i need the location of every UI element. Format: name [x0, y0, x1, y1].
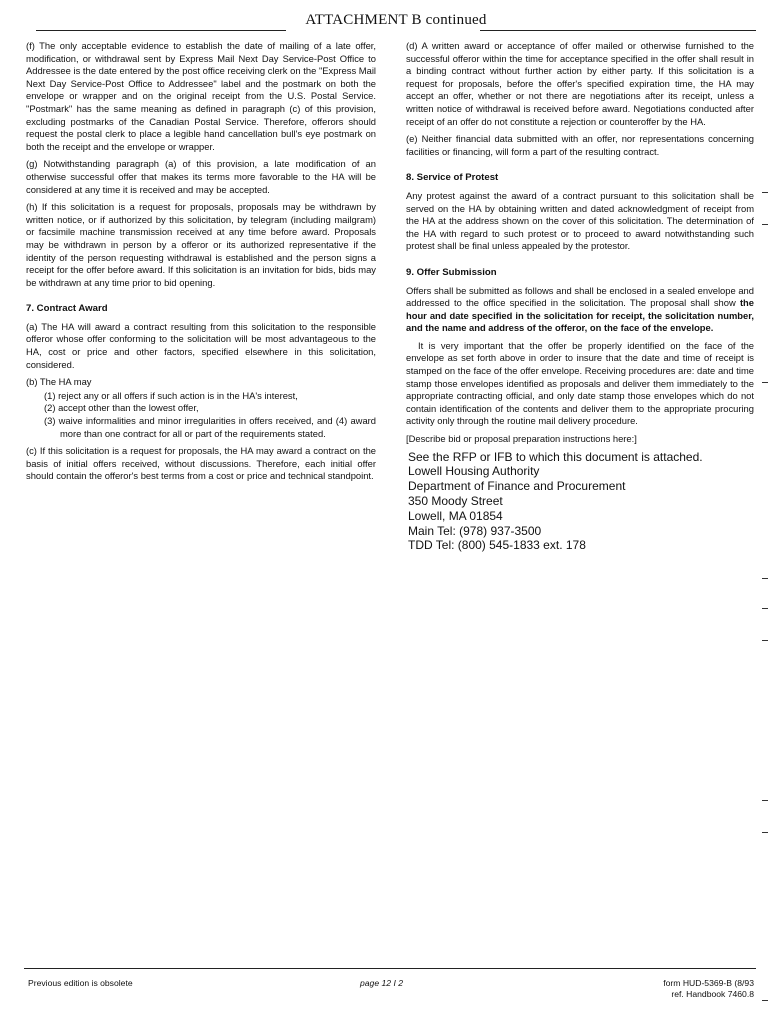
paragraph-9-1-bold: the hour and date specified in the solicitation for receipt, the solicitation number, and the name and address of the offeror, on the face of the envelope.: [406, 297, 754, 334]
section-9-heading: 9. Offer Submission: [406, 266, 497, 278]
paragraph-h: (h) If this solicitation is a request for proposals, proposals may be withdrawn by written notice, or if authorized by this solicitation, by telegram (including mailgram) or facsimile machine transmission received at any time before award. Proposals may be withdrawn in person by a offeror or its authorized representative if the identity of the person requesting withdrawal is established and the person signs a receipt for the offer before award. If this solicitation is an invitation for bids, bids may be withdrawn at any time prior to bid opening.: [26, 201, 376, 288]
header-rule-left: [36, 30, 286, 31]
footer-page-number: page 12 I 2: [360, 978, 404, 988]
footer-form-number: form HUD-5369-B (8/93: [663, 978, 754, 988]
address-line: Lowell, MA 01854: [408, 508, 503, 523]
header-title: ATTACHMENT B continued: [305, 12, 487, 28]
address-line: TDD Tel: (800) 545-1833 ext. 178: [408, 538, 586, 553]
margin-mark: [762, 832, 768, 833]
award-options-list: [26, 390, 376, 440]
paragraph-d: (d) A written award or acceptance of offer mailed or otherwise furnished to the successful offeror within the time for acceptance specified in the offer shall result in a binding contract without further action by either party. If this solicitation is a request for proposals, before the offer's specified expiration time, the HA may accept an offer, whether or not there are negotiations after its receipt, unless a written notice of withdrawal is received before award. Negotiations conducted after receipt of an offer do not constitute a rejection or counteroffer by the HA.: [406, 40, 754, 127]
paragraph-g: (g) Notwithstanding paragraph (a) of this provision, a late modification of an otherwise successful offer that makes its terms more favorable to the HA will be considered at any time it is received and may be accepted.: [26, 158, 376, 195]
paragraph-9-1-text: Offers shall be submitted as follows and shall be enclosed in a sealed envelope and addressed to the office specified in the solicitation. The proposal shall show: [406, 284, 754, 309]
paragraph-7c: (c) If this solicitation is a request for proposals, the HA may award a contract on the basis of initial offers received, without discussions. Therefore, each initial offer should contain the offeror's best terms from a cost or price and technical standpoint.: [26, 445, 376, 482]
left-column: [26, 40, 376, 488]
paragraph-9-1: [406, 285, 754, 335]
list-item: (3) waive informalities and minor irregularities in offers received, and (4) award more than one contract for all or part of the requirements stated.: [44, 415, 376, 439]
page-header: [36, 12, 756, 32]
margin-mark: [762, 800, 768, 801]
address-line: Department of Finance and Procurement: [408, 479, 626, 494]
paragraph-e: (e) Neither financial data submitted with an offer, nor representations concerning facilities or financing, will form a part of the resulting contract.: [406, 133, 754, 157]
paragraph-8: Any protest against the award of a contract pursuant to this solicitation shall be served on the HA by obtaining written and dated acknowledgment of receipt from the HA at the address shown on the cover of this solicitation. The determination of the HA with regard to such protest or to proceed to award notwithstanding such protest shall be final unless appealed by the protestor.: [406, 189, 754, 252]
margin-mark: [762, 608, 768, 609]
margin-mark: [762, 1000, 768, 1001]
paragraph-9-2: It is very important that the offer be properly identified on the face of the envelope as set forth above in order to insure that the date and time of receipt is stamped on the face of the offer envelope. Receiving procedures are: date and time stamp those envelopes identified as proposals and deliver them immediately to the appropriate contracting official, and only date stamp those envelopes which do not contain identification of the contents and deliver them to the appropriate procuring activity only through the routine mail delivery procedure.: [406, 339, 754, 427]
address-line: Main Tel: (978) 937-3500: [408, 523, 542, 538]
paragraph-7b: (b) The HA may: [26, 376, 92, 388]
paragraph-f: (f) The only acceptable evidence to establish the date of mailing of a late offer, modification, or withdrawal sent by Express Mail Next Day Service-Post Office to Addressee is the date entered by the post office receiving clerk on the "Express Mail Next Day Service-Post Office to Addressee" label and the postmark on both the envelope or wrapper and on the original receipt from the U.S. Postal Service. "Postmark" has the same meaning as defined in paragraph (c) of this provision, excluding postmarks of the Canadian Postal Service. Therefore, offerors should request the postal clerk to place a legible hand cancellation bull's eye postmark on both the receipt and the envelope or wrapper.: [26, 40, 376, 152]
paragraph-7a: (a) The HA will award a contract resulting from this solicitation to the responsible offeror whose offer conforming to the solicitation will be most advantageous to the HA, cost or price and other factors, specified elsewhere in this solicitation, considered.: [26, 320, 376, 370]
margin-mark: [762, 224, 768, 225]
right-column: [406, 40, 754, 553]
margin-mark: [762, 578, 768, 579]
list-item: (2) accept other than the lowest offer,: [44, 402, 199, 414]
submission-address: [408, 450, 754, 554]
footer-edition-note: Previous edition is obsolete: [28, 978, 133, 988]
footer-rule: [24, 968, 756, 969]
address-line: 350 Moody Street: [408, 494, 503, 509]
margin-mark: [762, 382, 768, 383]
section-8-heading: 8. Service of Protest: [406, 172, 499, 184]
list-item: (1) reject any or all offers if such action is in the HA's interest,: [44, 389, 298, 401]
address-line: See the RFP or IFB to which this document is attached.: [408, 449, 703, 464]
instructions-label: [Describe bid or proposal preparation instructions here:]: [406, 433, 637, 445]
margin-mark: [762, 640, 768, 641]
address-line: Lowell Housing Authority: [408, 464, 540, 479]
footer-handbook-ref: ref. Handbook 7460.8: [671, 989, 754, 999]
header-rule-right: [480, 30, 756, 31]
section-7-heading: 7. Contract Award: [26, 303, 108, 315]
footer-form-reference: [663, 978, 754, 1000]
margin-mark: [762, 192, 768, 193]
